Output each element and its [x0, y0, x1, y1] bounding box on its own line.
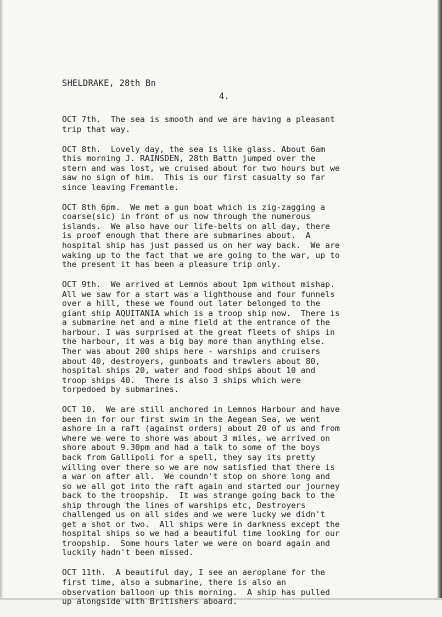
entry-line: about 40, destroyers, gunboats and trawlers about 80,	[62, 355, 321, 366]
entry-line: observation balloon up this morning. A ship has pulled	[62, 586, 331, 597]
entry-line: OCT 8th 6pm. We met a gun boat which is zig-zagging a	[62, 201, 326, 212]
entry-line: shore about 9.30pm and had a talk to some of the boys	[62, 442, 321, 453]
entry-line: islands. We also have our life-belts on all day, there	[62, 220, 331, 231]
entry-line: first time, also a submarine, there is also an	[62, 577, 287, 588]
entry-line: the harbour, it was a big bay more than anything else.	[62, 336, 326, 347]
entry-line: hospital ships 20, water and food ships about 10 and	[62, 365, 316, 376]
entry-line: OCT 7th. The sea is smooth and we are having a pleasant	[62, 114, 335, 124]
entry-line: OCT 10. We are still anchored in Lemnos Harbour and have	[62, 404, 340, 415]
entry-line: troop ships 40. There is also 3 ships which were	[62, 374, 301, 385]
diary-entry	[62, 568, 422, 606]
entry-line: been in for our first swim in the Aegean Sea, we went	[62, 413, 321, 424]
entry-line: so we all got into the raft again and started our journey	[62, 480, 340, 491]
entry-line: the present it has been a pleasure trip only.	[62, 259, 282, 270]
diary-entry	[62, 115, 422, 134]
entry-line: All we saw for a start was a lighthouse and four funnels	[62, 288, 335, 299]
entry-line: is proof enough that there are submarines about. A	[62, 230, 311, 241]
entry-line: luckily hadn't been missed.	[62, 547, 194, 558]
entry-line: OCT 9th. We arrived at Lemnos about 1pm without mishap.	[62, 279, 335, 290]
entry-line: torpedoed by submarines.	[62, 384, 179, 395]
entry-line: saw no sign of him. This is our first casualty so far	[62, 172, 326, 183]
document-header: SHELDRAKE, 28th Bn	[62, 79, 156, 89]
diary-entry	[62, 145, 422, 193]
entry-line: coarse(sic) in front of us now through the numerous	[62, 211, 311, 222]
entry-line: trip that way.	[62, 123, 131, 134]
entry-line: ship through the lines of warships etc, Destroyers	[62, 499, 306, 510]
diary-entry	[62, 280, 422, 395]
entry-line: over a hill, these we found out later belonged to the	[62, 298, 321, 309]
entry-line: get a shot or two. All ships were in darkness except the	[62, 518, 340, 529]
entry-line: hospital ship has just passed us on her way back. We are	[62, 240, 340, 251]
entry-line: a submarine net and a mine field at the entrance of the	[62, 317, 331, 328]
entry-line: ashore in a raft (against orders) about 20 of us and from	[62, 423, 340, 434]
entry-line: hospital ships so we had a beautiful time looking for our	[62, 528, 340, 539]
entry-line: OCT 11th. A beautiful day, I see an aeroplane for the	[62, 567, 326, 578]
entry-line: willing over there so we are now satisfied that there is	[62, 461, 335, 472]
page-right-edge	[437, 0, 442, 600]
entry-line: back from Gallipoli for a spell, they say its pretty	[62, 451, 316, 462]
entry-line: OCT 8th. Lovely day, the sea is like glass. About 6am	[62, 143, 326, 154]
entry-line: this morning J. RAINSDEN, 28th Battn jumped over the	[62, 153, 316, 164]
entry-line: challenged us on all sides and we were lucky we didn't	[62, 509, 326, 520]
entry-line: up alongside with Britishers aboard.	[62, 596, 238, 607]
entry-line: waking up to the fact that we are going to the war, up to	[62, 249, 340, 260]
entry-line: troopship. Some hours later we were on board again and	[62, 537, 331, 548]
entry-line: a war on after all. We coundn't stop on shore long and	[62, 471, 331, 482]
entry-line: Ther was about 200 ships here - warships and cruisers	[62, 345, 321, 356]
page-left-edge	[0, 0, 3, 600]
entry-line: since leaving Fremantle.	[62, 181, 179, 192]
diary-entry	[62, 405, 422, 558]
entry-line: back to the troopship. It was strange going back to the	[62, 490, 335, 501]
entry-line: harbour. I was surprised at the great fleets of ships in	[62, 326, 335, 337]
entry-line: giant ship AQUITANIA which is a troop ship now. There is	[62, 307, 340, 318]
diary-entry	[62, 203, 422, 270]
entry-line: where we were to shore was about 3 miles, we arrived on	[62, 432, 331, 443]
diary-entries	[62, 115, 422, 617]
page-number: 4.	[219, 92, 230, 102]
entry-line: stern and was lost, we cruised about for two hours but we	[62, 162, 340, 173]
